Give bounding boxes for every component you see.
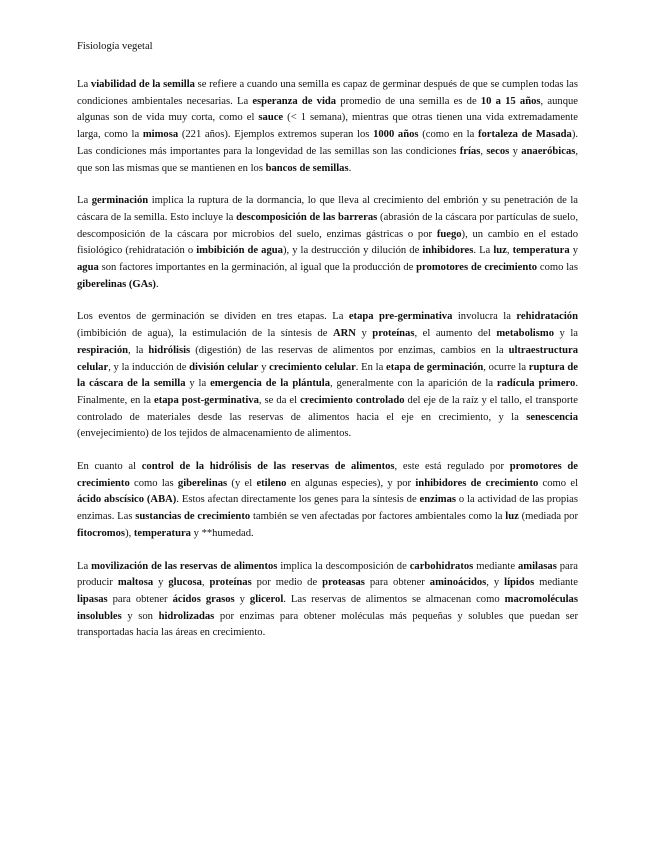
text-run: . Las reservas de alimentos se almacenan como — [283, 593, 505, 605]
bold-term: etapa pre-germinativa — [348, 311, 453, 323]
text-run: y la — [554, 328, 579, 340]
text-run: como el — [538, 477, 579, 489]
text-run: por enzimas para obtener moléculas más pequeñas y solubles que puedan ser transportadas hacia las áreas en crecimiento. — [77, 610, 578, 639]
text-run: implica la descomposición de — [277, 560, 410, 572]
text-run: , se da el — [258, 394, 301, 406]
text-run: . En la — [355, 361, 387, 373]
bold-term: descomposición de las barreras — [236, 211, 378, 223]
text-run: . — [348, 162, 352, 174]
text-run: , ocurre la — [483, 361, 529, 373]
text-run: o la actividad de las propias enzimas. Las — [77, 494, 578, 523]
text-run: también se ven afectadas por factores ambientales como la — [250, 511, 506, 523]
paragraph — [77, 77, 578, 177]
bold-term: proteínas — [209, 577, 252, 589]
bold-term: mimosa — [142, 129, 179, 141]
bold-term: respiración — [77, 344, 129, 356]
bold-term: 1000 años — [373, 129, 419, 141]
bold-term: promotores de crecimiento — [416, 262, 538, 274]
bold-term: ultraestructura celular — [77, 344, 578, 373]
bold-term: secos — [486, 145, 510, 157]
paragraph — [77, 459, 578, 543]
text-run: Los eventos de germinación se dividen en tres etapas. La — [77, 311, 349, 323]
text-run: , y la inducción de — [108, 361, 190, 373]
bold-term: inhibidores — [422, 245, 474, 257]
text-run: , este está regulado por — [394, 461, 510, 473]
bold-term: ácido abscísico (ABA) — [77, 494, 177, 506]
text-run: (221 años). Ejemplos extremos superan los — [178, 129, 374, 141]
bold-term: etapa de germinación — [386, 361, 484, 373]
bold-term: emergencia de la plántula — [210, 378, 331, 390]
bold-term: etapa post-germinativa — [154, 394, 259, 406]
text-run: (como en la — [418, 129, 478, 141]
bold-term: giberelinas (GAs) — [77, 278, 156, 290]
text-run: como las — [129, 477, 178, 489]
paragraph — [77, 559, 578, 643]
text-run: , que son las mismas que se mantienen en los — [77, 145, 579, 174]
bold-term: proteasas — [322, 577, 365, 589]
text-run: ), y la destrucción y dilución de — [282, 245, 423, 257]
text-run: involucra la — [452, 311, 517, 323]
text-run: y — [234, 593, 250, 605]
bold-term: glucosa — [168, 577, 202, 589]
bold-term: maltosa — [117, 577, 154, 589]
text-run: para obtener — [364, 577, 430, 589]
text-run: por medio de — [251, 577, 323, 589]
text-run: y son — [121, 610, 159, 622]
text-run: ), — [125, 527, 134, 539]
bold-term: sustancias de crecimiento — [135, 511, 251, 523]
bold-term: metabolismo — [496, 328, 554, 340]
bold-term: senescencia — [526, 411, 578, 423]
text-run: son factores importantes en la germinación, al igual que la producción de — [98, 262, 417, 274]
bold-term: inhibidores de crecimiento — [415, 477, 539, 489]
bold-term: promotores de crecimiento — [77, 461, 578, 489]
bold-term: amilasas — [517, 560, 557, 572]
text-run: La — [77, 560, 92, 572]
bold-term: ácidos grasos — [172, 593, 235, 605]
bold-term: sauce — [258, 112, 284, 124]
bold-term: agua — [77, 262, 99, 274]
text-run: La — [77, 195, 92, 207]
bold-term: control de la hidrólisis de las reservas de alimentos — [141, 461, 395, 473]
text-run: mediante — [473, 560, 518, 572]
text-run: ). Las condiciones más importantes para la longevidad de las semillas son las condiciones — [77, 129, 578, 157]
bold-term: carbohidratos — [409, 560, 474, 572]
text-run: (< 1 semana), mientras que otras tienen una vida extremadamente larga, como la — [77, 112, 578, 141]
text-run: se refiere a cuando una semilla es capaz de germinar después de que se cumplen todas las condiciones ambientales necesarias. La — [77, 79, 578, 107]
bold-term: bancos de semillas — [265, 162, 349, 174]
text-run: , aunque algunas son de vida muy corta, como el — [77, 95, 578, 124]
bold-term: hidrólisis — [148, 344, 191, 356]
bold-term: glicerol — [249, 593, 284, 605]
paragraph — [77, 193, 578, 293]
text-run: En cuanto al — [77, 461, 142, 473]
text-run: , y — [486, 577, 505, 589]
bold-term: viabilidad de la semilla — [90, 79, 195, 90]
bold-term: etileno — [256, 477, 287, 489]
bold-term: división celular — [189, 361, 259, 373]
bold-term: anaeróbicas — [521, 145, 576, 157]
text-run: , el aumento del — [414, 328, 497, 340]
bold-term: fuego — [436, 228, 462, 240]
text-run: mediante — [534, 577, 578, 589]
bold-term: hidrolizadas — [158, 610, 215, 622]
text-run: y **humedad. — [190, 527, 254, 539]
text-run: para producir — [77, 560, 578, 589]
bold-term: crecimiento celular — [269, 361, 356, 373]
bold-term: germinación — [91, 195, 149, 207]
text-run: como las — [537, 262, 579, 274]
text-run: y — [509, 145, 522, 157]
text-run: promedio de una semilla es de — [336, 95, 481, 107]
text-run: La — [77, 79, 91, 90]
bold-term: radícula primero — [496, 378, 576, 390]
bold-term: rehidratación — [516, 311, 578, 323]
text-run: (mediada por — [518, 511, 578, 523]
paragraph — [77, 309, 578, 443]
text-run: para obtener — [107, 593, 173, 605]
bold-term: enzimas — [419, 494, 457, 506]
bold-term: imbibición de agua — [196, 245, 283, 257]
bold-term: frías — [459, 145, 481, 157]
text-run: y — [153, 577, 169, 589]
bold-term: fortaleza de Masada — [477, 129, 572, 141]
text-run: y — [258, 361, 270, 373]
text-run: (abrasión de la cáscara por partículas de suelo, descomposición de la cáscara por microbios del suelo, enzimas gástricas o por — [77, 211, 578, 240]
bold-term: luz — [493, 245, 507, 257]
bold-term: temperatura — [133, 527, 191, 539]
text-run: (imbibición de agua), la estimulación de la síntesis de — [77, 328, 333, 340]
bold-term: ARN — [332, 328, 356, 340]
text-run: , — [480, 145, 487, 157]
bold-term: crecimiento controlado — [300, 394, 405, 406]
text-run: , — [201, 577, 210, 589]
bold-term: 10 a 15 años — [480, 95, 541, 107]
text-run: (digestión) de las reservas de alimentos por enzimas, cambios en la — [190, 344, 509, 356]
bold-term: macromoléculas insolubles — [77, 593, 578, 622]
text-run: . — [155, 278, 159, 290]
bold-term: temperatura — [512, 245, 570, 257]
text-run: y — [355, 328, 373, 340]
bold-term: movilización de las reservas de alimentos — [91, 560, 278, 572]
text-run: (envejecimiento) de los tejidos de almacenamiento de alimentos. — [77, 428, 352, 440]
text-run: y — [569, 245, 579, 257]
text-run: . La — [473, 245, 494, 257]
text-run: implica la ruptura de la dormancia, lo que lleva al crecimiento del embrión y su penetración de la cáscara de la semilla. Esto incluye la — [77, 195, 579, 223]
text-run: . Finalmente, en la — [77, 378, 578, 406]
bold-term: fitocromos — [77, 527, 126, 539]
text-run: (y el — [227, 477, 257, 489]
text-run: . Estos afectan directamente los genes para la síntesis de — [176, 494, 420, 506]
bold-term: proteínas — [372, 328, 415, 340]
bold-term: esperanza de vida — [252, 95, 337, 107]
bold-term: aminoácidos — [429, 577, 487, 589]
document-title: Fisiología vegetal — [77, 41, 153, 52]
text-run: , generalmente con la aparición de la — [330, 378, 497, 390]
text-run: en algunas especies), y por — [286, 477, 416, 489]
bold-term: luz — [505, 511, 519, 523]
text-run: y la — [185, 378, 211, 390]
bold-term: lipasas — [77, 593, 108, 605]
text-run: , — [506, 245, 513, 257]
document-body — [77, 77, 578, 642]
bold-term: ruptura de la cáscara de la semilla — [77, 361, 579, 390]
bold-term: lípidos — [504, 577, 535, 589]
bold-term: giberelinas — [177, 477, 228, 489]
text-run: ), un cambio en el estado fisiológico (rehidratación o — [77, 228, 579, 257]
text-run: del eje de la raíz y el tallo, el transporte controlado de materiales desde las reservas de alimentos hacia el eje en crecimiento, y la — [77, 394, 579, 423]
text-run: , la — [128, 344, 149, 356]
